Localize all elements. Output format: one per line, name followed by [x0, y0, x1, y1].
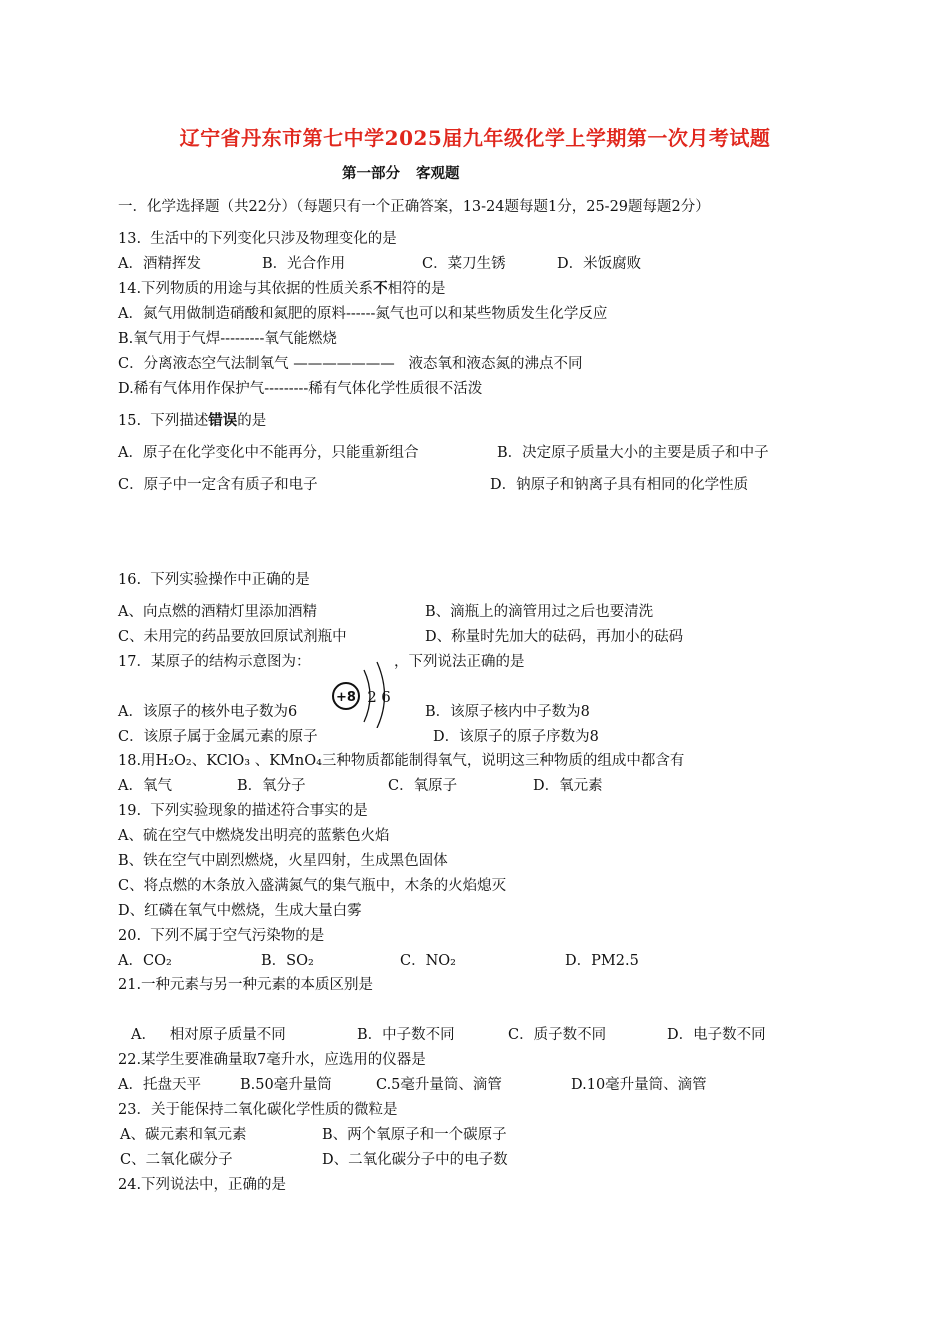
q18-option-d: D．氧元素 [533, 778, 603, 794]
q17-option-b: B．该原子核内中子数为8 [425, 704, 590, 720]
q14-option-b: B.氧气用于气焊---------氧气能燃烧 [118, 331, 337, 347]
q15-option-b: B．决定原子质量大小的主要是质子和中子 [497, 445, 769, 461]
q13-option-d: D．米饭腐败 [557, 256, 642, 272]
q22-option-b: B.50毫升量筒 [240, 1077, 332, 1093]
q16-option-c: C、未用完的药品要放回原试剂瓶中 [118, 629, 347, 645]
q19-option-a: A、硫在空气中燃烧发出明亮的蓝紫色火焰 [118, 828, 390, 844]
q20-option-d: D．PM2.5 [565, 953, 639, 969]
q18-option-b: B．氧分子 [237, 778, 306, 794]
q23-option-a: A、碳元素和氧元素 [120, 1127, 247, 1143]
q21-option-d: D．电子数不同 [667, 1027, 766, 1043]
q23-option-c: C、二氧化碳分子 [120, 1152, 233, 1168]
q22-option-a: A．托盘天平 [118, 1077, 201, 1093]
part-heading [342, 162, 460, 183]
q14-option-a: A．氮气用做制造硝酸和氮肥的原料------氮气也可以和某些物质发生化学反应 [118, 306, 608, 322]
q13-option-b: B．光合作用 [262, 256, 346, 272]
q21-option-a: A． 相对原子质量不同 [131, 1027, 286, 1043]
section-heading: 一．化学选择题（共22分）（每题只有一个正确答案，13-24题每题1分，25-29题每题2分） [118, 199, 710, 215]
atom-structure-diagram [330, 660, 400, 728]
q16-option-d: D、称量时先加大的砝码，再加小的砝码 [425, 629, 684, 645]
q15-option-d: D．钠原子和钠离子具有相同的化学性质 [490, 477, 749, 493]
q23-option-d: D、二氧化碳分子中的电子数 [322, 1152, 508, 1168]
nucleus-charge: +8 [336, 690, 356, 705]
q17-stem-post: ，下列说法正确的是 [394, 654, 525, 670]
q17-option-a: A．该原子的核外电子数为6 [118, 704, 298, 720]
q16-option-a: A、向点燃的酒精灯里添加酒精 [118, 604, 317, 620]
q17-stem: 17．某原子的结构示意图为： [118, 654, 311, 670]
q14-option-d: D.稀有气体用作保护气---------稀有气体化学性质很不活泼 [118, 381, 483, 397]
q23-option-b: B、两个氧原子和一个碳原子 [322, 1127, 507, 1143]
q13-option-a: A．酒精挥发 [118, 256, 201, 272]
q19-option-d: D、红磷在氧气中燃烧，生成大量白雾 [118, 903, 362, 919]
q24-stem: 24.下列说法中，正确的是 [118, 1177, 287, 1193]
q16-option-b: B、滴瓶上的滴管用过之后也要清洗 [425, 604, 654, 620]
q15-stem-post: 的是 [237, 413, 267, 429]
shell-2-electrons: 6 [381, 688, 391, 706]
q23-stem: 23．关于能保持二氧化碳化学性质的微粒是 [118, 1102, 398, 1118]
q14-stem-pre: 14.下列物质的用途与其依据的性质关系 [118, 281, 374, 297]
q15-option-a: A．原子在化学变化中不能再分，只能重新组合 [118, 445, 419, 461]
q19-stem: 19. 下列实验现象的描述符合事实的是 [118, 803, 368, 819]
q19-option-b: B、铁在空气中剧烈燃烧，火星四射，生成黑色固体 [118, 853, 448, 869]
q17-option-d: D．该原子的原子序数为8 [433, 729, 599, 745]
q15-option-c: C．原子中一定含有质子和电子 [118, 477, 318, 493]
q17-option-c: C．该原子属于金属元素的原子 [118, 729, 318, 745]
q20-stem: 20. 下列不属于空气污染物的是 [118, 928, 325, 944]
q15-stem-bold: 错误 [208, 412, 238, 429]
q22-option-d: D.10毫升量筒、滴管 [571, 1077, 707, 1093]
q14-stem [118, 280, 446, 298]
q14-stem-bold: 不 [373, 280, 388, 297]
q20-option-c: C．NO₂ [400, 953, 456, 969]
q13-option-c: C．菜刀生锈 [422, 256, 506, 272]
q21-option-c: C．质子数不同 [508, 1027, 607, 1043]
shell-1-electrons: 2 [367, 688, 377, 706]
q22-option-c: C.5毫升量筒、滴管 [376, 1077, 502, 1093]
q20-option-a: A．CO₂ [118, 953, 172, 969]
page-title: 辽宁省丹东市第七中学2025届九年级化学上学期第一次月考试题 [179, 126, 771, 150]
q14-stem-post: 相符的是 [387, 281, 446, 297]
q21-option-b: B．中子数不同 [357, 1027, 455, 1043]
q18-option-a: A．氧气 [118, 778, 172, 794]
q19-option-c: C、将点燃的木条放入盛满氮气的集气瓶中，木条的火焰熄灭 [118, 878, 507, 894]
q21-stem: 21.一种元素与另一种元素的本质区别是 [118, 977, 374, 993]
q16-stem: 16. 下列实验操作中正确的是 [118, 572, 310, 588]
q18-stem: 18.用H₂O₂、KClO₃ 、KMnO₄三种物质都能制得氧气，说明这三种物质的组成中都含有 [118, 753, 685, 769]
q15-stem-pre: 15. 下列描述 [118, 413, 209, 429]
part-name: 客观题 [416, 165, 460, 182]
q18-option-c: C．氧原子 [388, 778, 458, 794]
q22-stem: 22.某学生要准确量取7毫升水，应选用的仪器是 [118, 1052, 426, 1068]
q20-option-b: B．SO₂ [261, 953, 314, 969]
q15-stem [118, 412, 266, 430]
part-label: 第一部分 [342, 165, 400, 182]
q14-option-c: C．分离液态空气法制氧气 ——————— 液态氧和液态氮的沸点不同 [118, 356, 583, 372]
q13-stem: 13. 生活中的下列变化只涉及物理变化的是 [118, 231, 397, 247]
